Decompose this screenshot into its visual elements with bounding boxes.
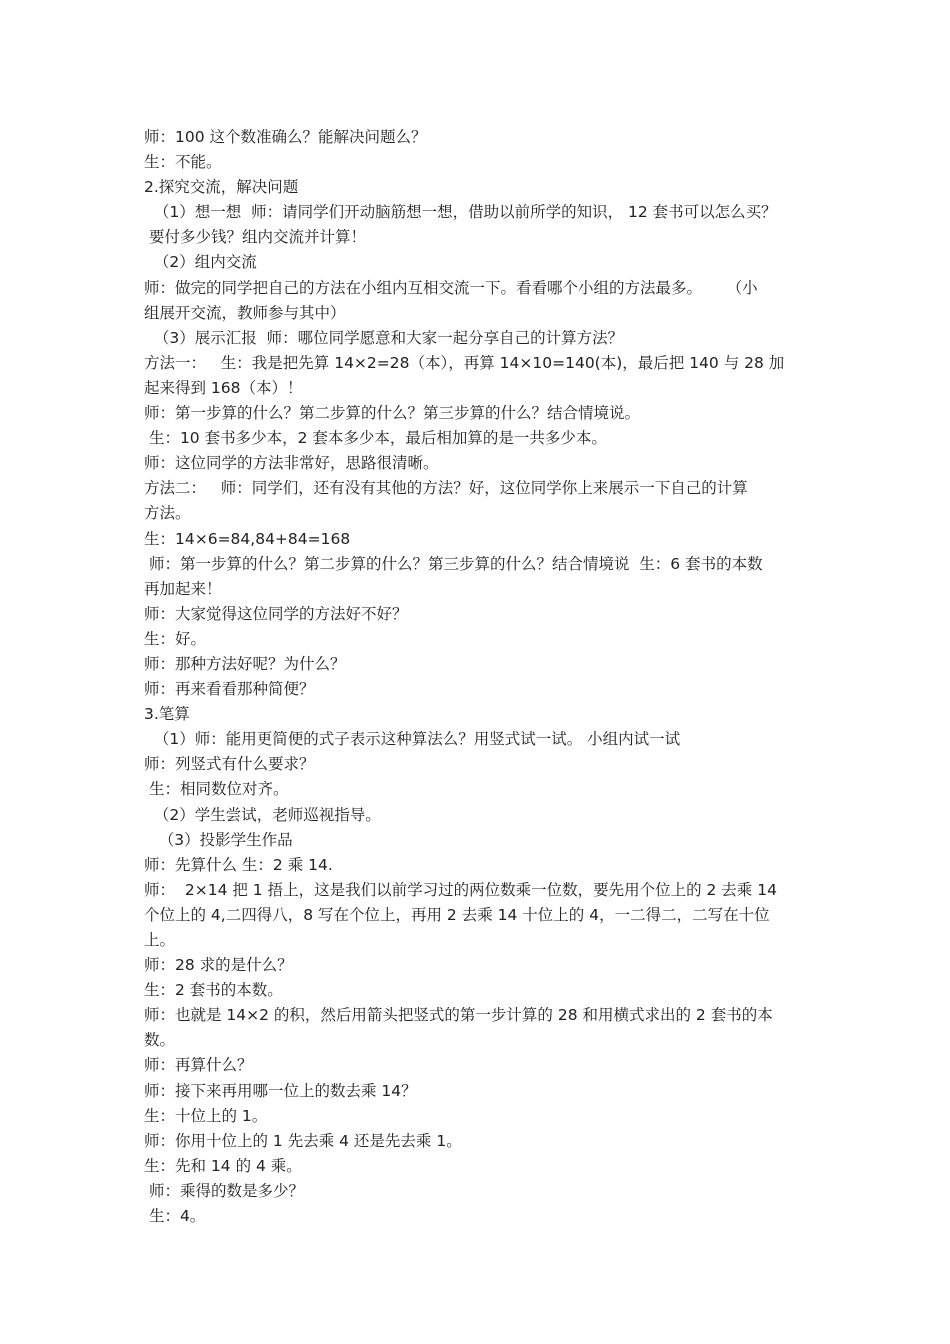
text-line: 师：接下来再用哪一位上的数去乘 14？	[144, 1081, 417, 1100]
text-line: 师：100 这个数准确么？能解决问题么？	[144, 128, 427, 146]
text-line: 生：14×6=84,84+84=168	[144, 529, 351, 548]
text-line: 师：那种方法好呢？为什么？	[144, 654, 346, 673]
text-line: 方法。	[144, 504, 191, 523]
text-line: 师：再来看看那种简便？	[144, 680, 315, 699]
text-line: 组展开交流，教师参与其中）	[144, 303, 346, 322]
text-line: 2.探究交流，解决问题	[144, 178, 299, 197]
text-line: （3）投影学生作品	[144, 830, 293, 849]
text-line: 生：不能。	[144, 153, 222, 172]
text-line: 师：再算什么？	[144, 1056, 253, 1075]
text-line: 要付多少钱？组内交流并计算！	[144, 228, 366, 247]
text-line: 方法一： 生：我是把先算 14×2=28（本），再算 14×10=140(本)，最后把 140 与 28 加	[144, 353, 785, 372]
text-line: 再加起来！	[144, 579, 222, 598]
text-line: 师：乘得的数是多少？	[144, 1181, 304, 1200]
lesson-transcript	[144, 125, 819, 1229]
text-line: 师：列竖式有什么要求？	[144, 755, 315, 774]
text-line: 师：你用十位上的 1 先去乘 4 还是先去乘 1。	[144, 1131, 462, 1150]
text-line: 方法二： 师：同学们，还有没有其他的方法？好，这位同学你上来展示一下自己的计算	[144, 479, 748, 498]
text-line: 3.笔算	[144, 705, 190, 724]
text-line: （3）展示汇报 师：哪位同学愿意和大家一起分享自己的计算方法？	[144, 328, 624, 347]
text-line: 师：大家觉得这位同学的方法好不好？	[144, 604, 408, 623]
text-line: 师：第一步算的什么？第二步算的什么？第三步算的什么？结合情境说。	[144, 404, 641, 423]
text-line: 生：4。	[144, 1207, 206, 1226]
text-line: 生：好。	[144, 629, 207, 648]
text-line: 数。	[144, 1031, 176, 1050]
text-line: 师： 2×14 把 1 捂上，这是我们以前学习过的两位数乘一位数，要先用个位上的 2 去乘 14	[144, 880, 777, 899]
text-line: （2）组内交流	[144, 253, 257, 272]
text-line: 生：十位上的 1。	[144, 1106, 268, 1125]
text-line: 师：第一步算的什么？第二步算的什么？第三步算的什么？结合情境说 生：6 套书的本数	[144, 554, 763, 573]
text-line: 师：先算什么 生：2 乘 14.	[144, 855, 333, 874]
text-line: 师：这位同学的方法非常好，思路很清晰。	[144, 454, 439, 473]
text-line: 师：也就是 14×2 的积，然后用箭头把竖式的第一步计算的 28 和用横式求出的 2 套书的本	[144, 1006, 773, 1025]
text-line: （2）学生尝试，老师巡视指导。	[144, 805, 381, 824]
text-line: （1）师：能用更简便的式子表示这种算法么？用竖式试一试。 小组内试一试	[144, 730, 681, 749]
text-line: 师：做完的同学把自己的方法在小组内互相交流一下。看看哪个小组的方法最多。 （小	[144, 278, 758, 297]
text-line: 生：2 套书的本数。	[144, 981, 283, 1000]
text-line: 生：10 套书多少本，2 套本多少本，最后相加算的是一共多少本。	[144, 429, 607, 448]
text-line: 起来得到 168（本）！	[144, 378, 303, 397]
text-line: 生：先和 14 的 4 乘。	[144, 1156, 302, 1175]
text-line: 生：相同数位对齐。	[144, 780, 289, 799]
text-line: （1）想一想 师：请同学们开动脑筋想一想，借助以前所学的知识， 12 套书可以怎么买？	[144, 203, 777, 222]
text-line: 师：28 求的是什么？	[144, 956, 293, 975]
text-line: 个位上的 4,二四得八，8 写在个位上，再用 2 去乘 14 十位上的 4，一二得二，二写在十位	[144, 905, 770, 924]
text-line: 上。	[144, 931, 176, 949]
